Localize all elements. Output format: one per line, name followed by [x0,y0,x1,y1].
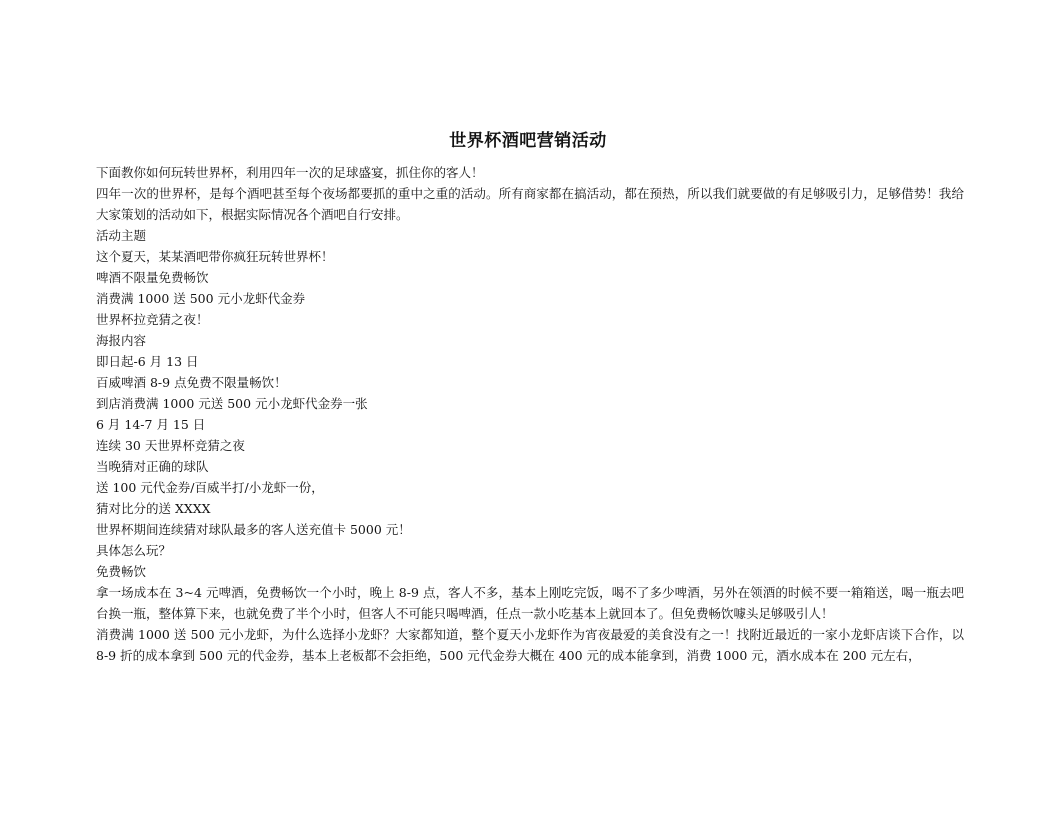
paragraph-grand-prize: 世界杯期间连续猜对球队最多的客人送充值卡 5000 元！ [96,522,411,537]
heading-how-to-play: 具体怎么玩？ [96,543,172,558]
heading-poster-content: 海报内容 [96,333,147,348]
paragraph-score-prize: 猜对比分的送 XXXX [96,501,211,516]
document-body [96,162,964,666]
paragraph-budweiser-offer: 百威啤酒 8-9 点免费不限量畅饮！ [96,375,287,390]
document-title: 世界杯酒吧营销活动 [449,131,607,151]
paragraph-date-range-2: 6 月 14-7 月 15 日 [96,417,206,432]
paragraph-free-drinks-detail: 拿一场成本在 3~4 元啤酒，免费畅饮一个小时，晚上 8-9 点，客人不多，基本上刚吃完饭，喝不了多少啤酒，另外在领酒的时候不要一箱箱送，喝一瓶去吧台换一瓶，整体算下来，也就免费了半个小时，但客人不可能只喝啤酒，任点一款小吃基本上就回本了。但免费畅饮噱头足够吸引人！ [96,585,964,621]
paragraph-free-beer: 啤酒不限量免费畅饮 [96,270,209,285]
paragraph-voucher-offer: 消费满 1000 送 500 元小龙虾代金券 [96,291,306,306]
paragraph-crayfish-detail: 消费满 1000 送 500 元小龙虾，为什么选择小龙虾？大家都知道，整个夏天小龙虾作为宵夜最爱的美食没有之一！找附近最近的一家小龙虾店谈下合作，以 8-9 折的成本拿到 500 元的代金券，基本上老板都不会拒绝，500 元代金券大概在 400 元的成本能拿到，消费 1000 元，酒水成本在 200 元左右， [96,627,964,663]
heading-free-drinks: 免费畅饮 [96,564,147,579]
paragraph-guess-team: 当晚猜对正确的球队 [96,459,209,474]
paragraph-30-day-guess: 连续 30 天世界杯竞猜之夜 [96,438,245,453]
paragraph-intro: 下面教你如何玩转世界杯，利用四年一次的足球盛宴，抓住你的客人！ [96,165,484,180]
paragraph-date-range-1: 即日起-6 月 13 日 [96,354,199,369]
paragraph-guess-night: 世界杯拉竞猜之夜！ [96,312,209,327]
paragraph-theme-slogan: 这个夏天，某某酒吧带你疯狂玩转世界杯！ [96,249,334,264]
paragraph-store-voucher: 到店消费满 1000 元送 500 元小龙虾代金券一张 [96,396,368,411]
paragraph-background: 四年一次的世界杯，是每个酒吧甚至每个夜场都要抓的重中之重的活动。所有商家都在搞活动，都在预热，所以我们就要做的有足够吸引力，足够借势！我给大家策划的活动如下，根据实际情况各个酒吧自行安排。 [96,186,964,222]
heading-activity-theme: 活动主题 [96,228,147,243]
paragraph-team-prize: 送 100 元代金券/百威半打/小龙虾一份， [96,480,324,495]
